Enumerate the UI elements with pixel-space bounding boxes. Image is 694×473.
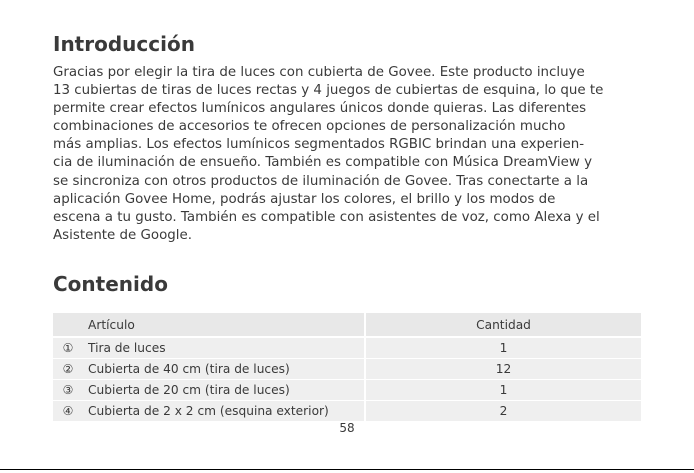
paragraph-line: cia de iluminación de ensueño. También es compatible con Música DreamView y xyxy=(53,155,593,171)
row-quantity: 1 xyxy=(365,337,641,359)
introduction-paragraph xyxy=(53,64,639,245)
row-item: Tira de luces xyxy=(83,337,365,359)
row-item: Cubierta de 20 cm (tira de luces) xyxy=(83,380,365,401)
table-row xyxy=(53,380,641,401)
table-row xyxy=(53,359,641,380)
header-quantity-cell: Cantidad xyxy=(365,313,641,337)
paragraph-line: escena a tu gusto. También es compatible con asistentes de voz, como Alexa y el xyxy=(53,209,600,225)
table-row xyxy=(53,337,641,359)
table-header-row xyxy=(53,313,641,337)
header-item-cell: Artículo xyxy=(83,313,365,337)
paragraph-line: más amplias. Los efectos lumínicos segmentados RGBIC brindan una experien- xyxy=(53,137,585,153)
paragraph-line: combinaciones de accesorios te ofrecen opciones de personalización mucho xyxy=(53,119,566,135)
paragraph-line: Gracias por elegir la tira de luces con cubierta de Govee. Este producto incluye xyxy=(53,65,585,80)
row-quantity: 2 xyxy=(365,401,641,422)
row-number: ① xyxy=(62,341,74,355)
row-number: ② xyxy=(62,362,74,376)
contents-table xyxy=(53,313,641,422)
bottom-divider xyxy=(0,469,694,470)
paragraph-line: aplicación Govee Home, podrás ajustar los colores, el brillo y los modos de xyxy=(53,191,556,207)
row-quantity: 12 xyxy=(365,359,641,380)
paragraph-line: 13 cubiertas de tiras de luces rectas y 4 juegos de cubiertas de esquina, lo que te xyxy=(53,83,604,99)
paragraph-line: permite crear efectos lumínicos angulares únicos donde quieras. Las diferentes xyxy=(53,101,587,117)
page-number: 58 xyxy=(339,421,355,435)
row-quantity: 1 xyxy=(365,380,641,401)
introduction-heading: Introducción xyxy=(53,32,195,56)
row-item: Cubierta de 40 cm (tira de luces) xyxy=(83,359,365,380)
row-number: ④ xyxy=(62,404,74,418)
row-number: ③ xyxy=(62,383,74,397)
table-row xyxy=(53,401,641,422)
row-item: Cubierta de 2 x 2 cm (esquina exterior) xyxy=(83,401,365,422)
header-number-cell xyxy=(53,313,83,337)
paragraph-line: se sincroniza con otros productos de iluminación de Govee. Tras conectarte a la xyxy=(53,173,589,189)
contents-heading: Contenido xyxy=(53,272,168,296)
paragraph-line: Asistente de Google. xyxy=(53,227,193,243)
